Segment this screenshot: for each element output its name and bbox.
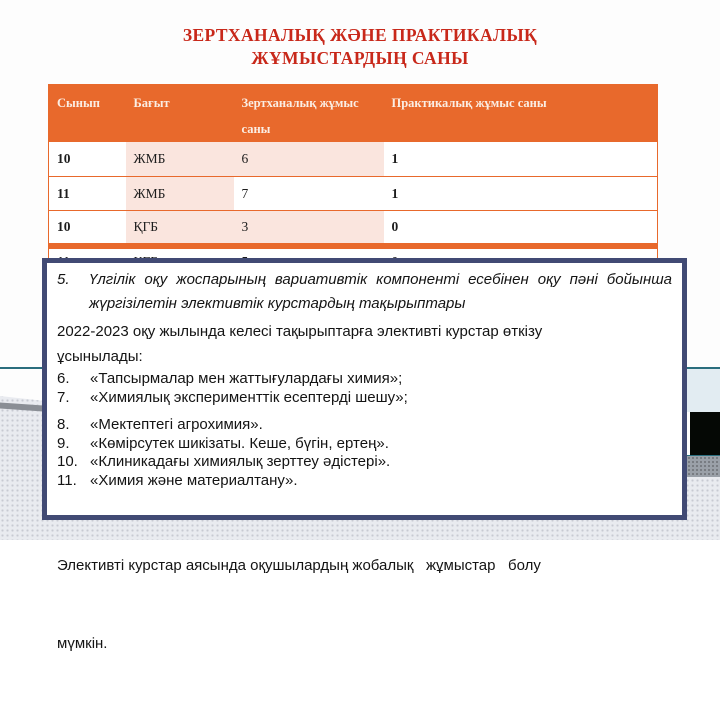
table-row xyxy=(49,177,658,211)
list-item-10 xyxy=(57,453,672,472)
cell-practical-count: 1 xyxy=(384,142,658,177)
cell-direction: ЖМБ xyxy=(126,177,234,211)
list-item-text: «Тапсырмалар мен жаттығулардағы химия»; xyxy=(90,370,403,387)
right-lightblue-block xyxy=(687,369,720,412)
list-item-text: Үлгілік оқу жоспарының вариативтік компоненті есебінен оқу пәні бойынша жүргізілетін элективтік курстардың тақырыптары xyxy=(89,271,672,312)
list-item-text: «Көмірсутек шикізаты. Кеше, бүгін, ертең». xyxy=(90,434,389,452)
column-header-lab-count: Зертханалық жұмыс саны xyxy=(234,85,384,143)
cell-lab-count: 6 xyxy=(234,142,384,177)
table-row xyxy=(49,142,658,177)
cell-lab-count: 3 xyxy=(234,211,384,247)
list-item-11 xyxy=(57,472,672,491)
list-item-number: 6. xyxy=(57,370,70,387)
list-item-7 xyxy=(57,389,672,408)
cell-class: 11 xyxy=(49,177,126,211)
intro-line2: ұсынылады: xyxy=(57,348,143,365)
list-item-number: 5. xyxy=(57,271,70,288)
list-item-number: 9. xyxy=(57,434,70,452)
list-item-8 xyxy=(57,416,672,435)
table-header-row xyxy=(49,85,658,143)
column-header-class: Сынып xyxy=(49,85,126,143)
works-count-table xyxy=(48,84,658,276)
list-item-5 xyxy=(57,268,672,316)
cell-lab-count: 7 xyxy=(234,177,384,211)
cell-practical-count: 1 xyxy=(384,177,658,211)
cell-direction: ҚГБ xyxy=(126,211,234,247)
list-item-number: 8. xyxy=(57,416,70,433)
slide-title-line1: ЗЕРТХАНАЛЫҚ ЖӘНЕ ПРАКТИКАЛЫҚ xyxy=(182,25,538,45)
course-list xyxy=(57,370,672,490)
right-gray-block xyxy=(687,456,720,477)
list-item-6 xyxy=(57,370,672,389)
cell-class: 10 xyxy=(49,142,126,177)
list-item-9 xyxy=(57,435,672,454)
list-item-text: «Клиникадағы химиялық зерттеу әдістері». xyxy=(90,453,391,470)
list-item-number: 11. xyxy=(57,471,77,489)
intro-line1: 2022-2023 оқу жылында келесі тақырыптарға элективті курстар өткізу xyxy=(57,323,543,340)
list-item-text: «Химиялық эксперименттік есептерді шешу»; xyxy=(90,388,408,406)
closing-line2: мүмкін. xyxy=(57,635,108,652)
elective-courses-textbox xyxy=(42,258,687,652)
column-header-practical-count: Практикалық жұмыс саны xyxy=(384,85,658,143)
list-item-number: 7. xyxy=(57,388,70,406)
list-item-text: «Химия және материалтану». xyxy=(90,471,298,489)
right-black-block xyxy=(690,412,720,456)
cell-class: 10 xyxy=(49,211,126,247)
list-item-number: 10. xyxy=(57,453,78,470)
intro-paragraph xyxy=(57,319,672,369)
list-item-text: «Мектептегі агрохимия». xyxy=(90,416,263,433)
cell-practical-count: 0 xyxy=(384,211,658,247)
slide-title-line2: ЖҰМЫСТАРДЫҢ САНЫ xyxy=(251,48,469,68)
closing-line1: Элективті курстар аясында оқушылардың жобалық жұмыстар болу xyxy=(57,557,541,574)
slide-title xyxy=(0,24,720,70)
cell-direction: ЖМБ xyxy=(126,142,234,177)
table-row xyxy=(49,211,658,247)
closing-paragraph xyxy=(57,501,672,709)
column-header-direction: Бағыт xyxy=(126,85,234,143)
